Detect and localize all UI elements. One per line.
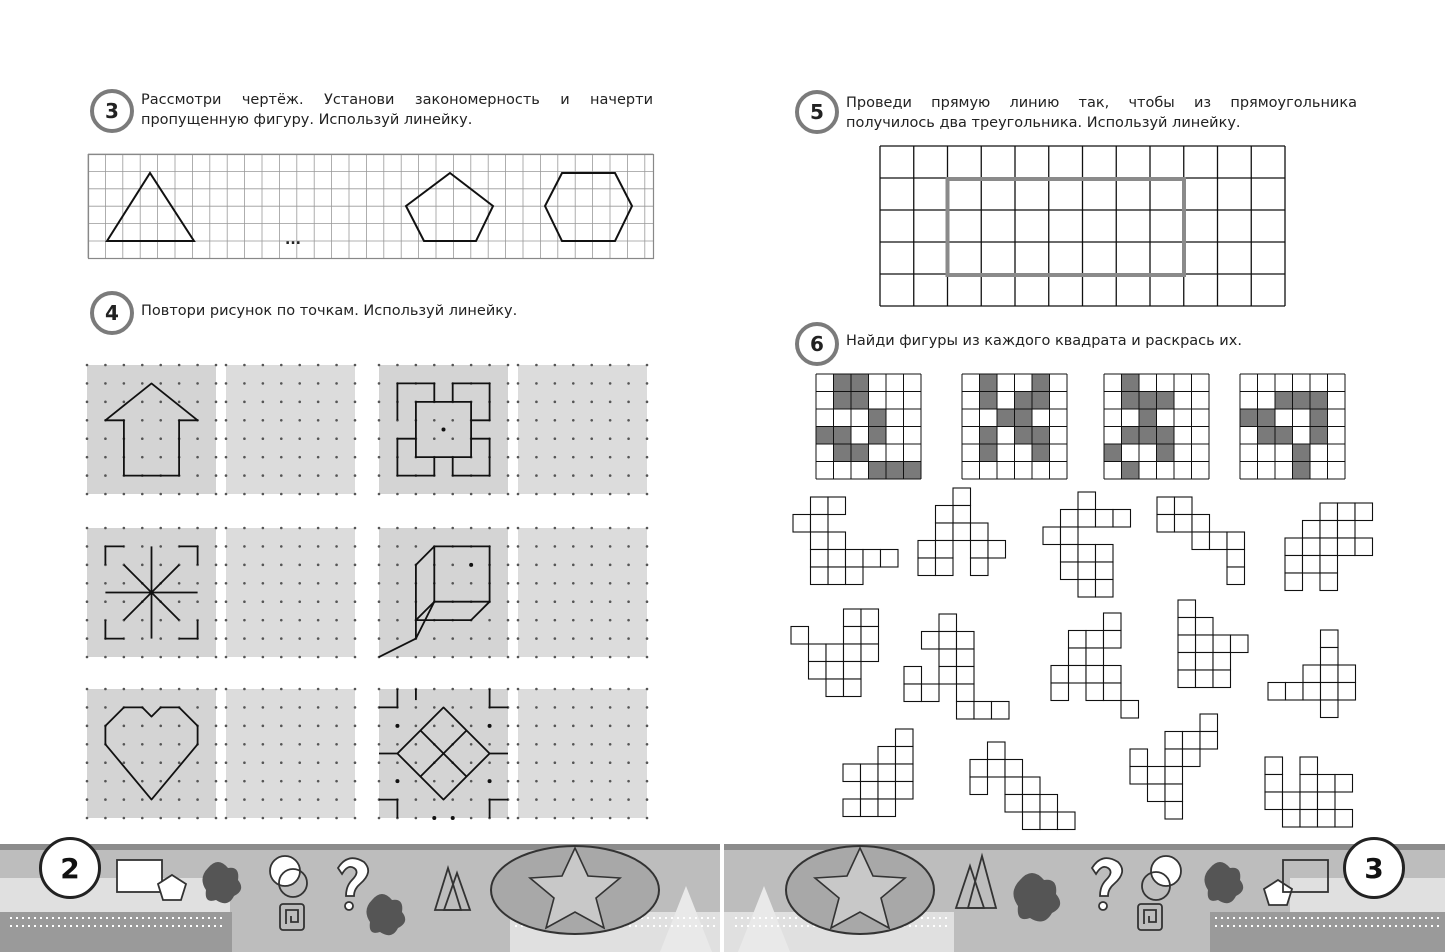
left-page-number-text: 2: [60, 851, 80, 885]
task-3-text: Рассмотри чертёж. Установи закономерность и начерти пропущенную фигуру. Используй линейку.: [141, 92, 653, 128]
piece-14: [1265, 757, 1353, 827]
piece-13: [1130, 714, 1218, 819]
right-page-number-text: 3: [1364, 851, 1384, 885]
square-4: [1240, 374, 1345, 479]
piece-4: [1157, 497, 1245, 585]
task-5-number: 5: [810, 100, 824, 124]
piece-1: [793, 497, 898, 585]
square-3: [1104, 374, 1209, 479]
piece-7: [904, 614, 1009, 719]
piece-8: [1051, 613, 1139, 718]
square-1: [816, 374, 921, 479]
piece-2: [918, 488, 1006, 576]
missing-figure-marker: ...: [285, 232, 301, 248]
footer-band: [0, 838, 1445, 952]
task-6-text: Найди фигуры из каждого квадрата и раскрась их.: [846, 333, 1242, 349]
task-3-number: 3: [105, 99, 119, 123]
left-page-number: [39, 837, 101, 899]
piece-3: [1043, 492, 1131, 597]
task-5-text: Проведи прямую линию так, чтобы из прямоугольника получилось два треугольника. Используй линейку.: [846, 95, 1357, 131]
right-page-number: [1343, 837, 1405, 899]
task-4-number: 4: [105, 301, 119, 325]
square-2: [962, 374, 1067, 479]
piece-6: [791, 609, 879, 697]
task-6-number: 6: [810, 332, 824, 356]
task-4-text: Повтори рисунок по точкам. Используй линейку.: [141, 303, 518, 319]
piece-12: [970, 742, 1075, 830]
piece-9: [1178, 600, 1248, 688]
piece-5: [1285, 503, 1373, 591]
piece-10: [1268, 630, 1356, 718]
piece-11: [843, 729, 913, 817]
